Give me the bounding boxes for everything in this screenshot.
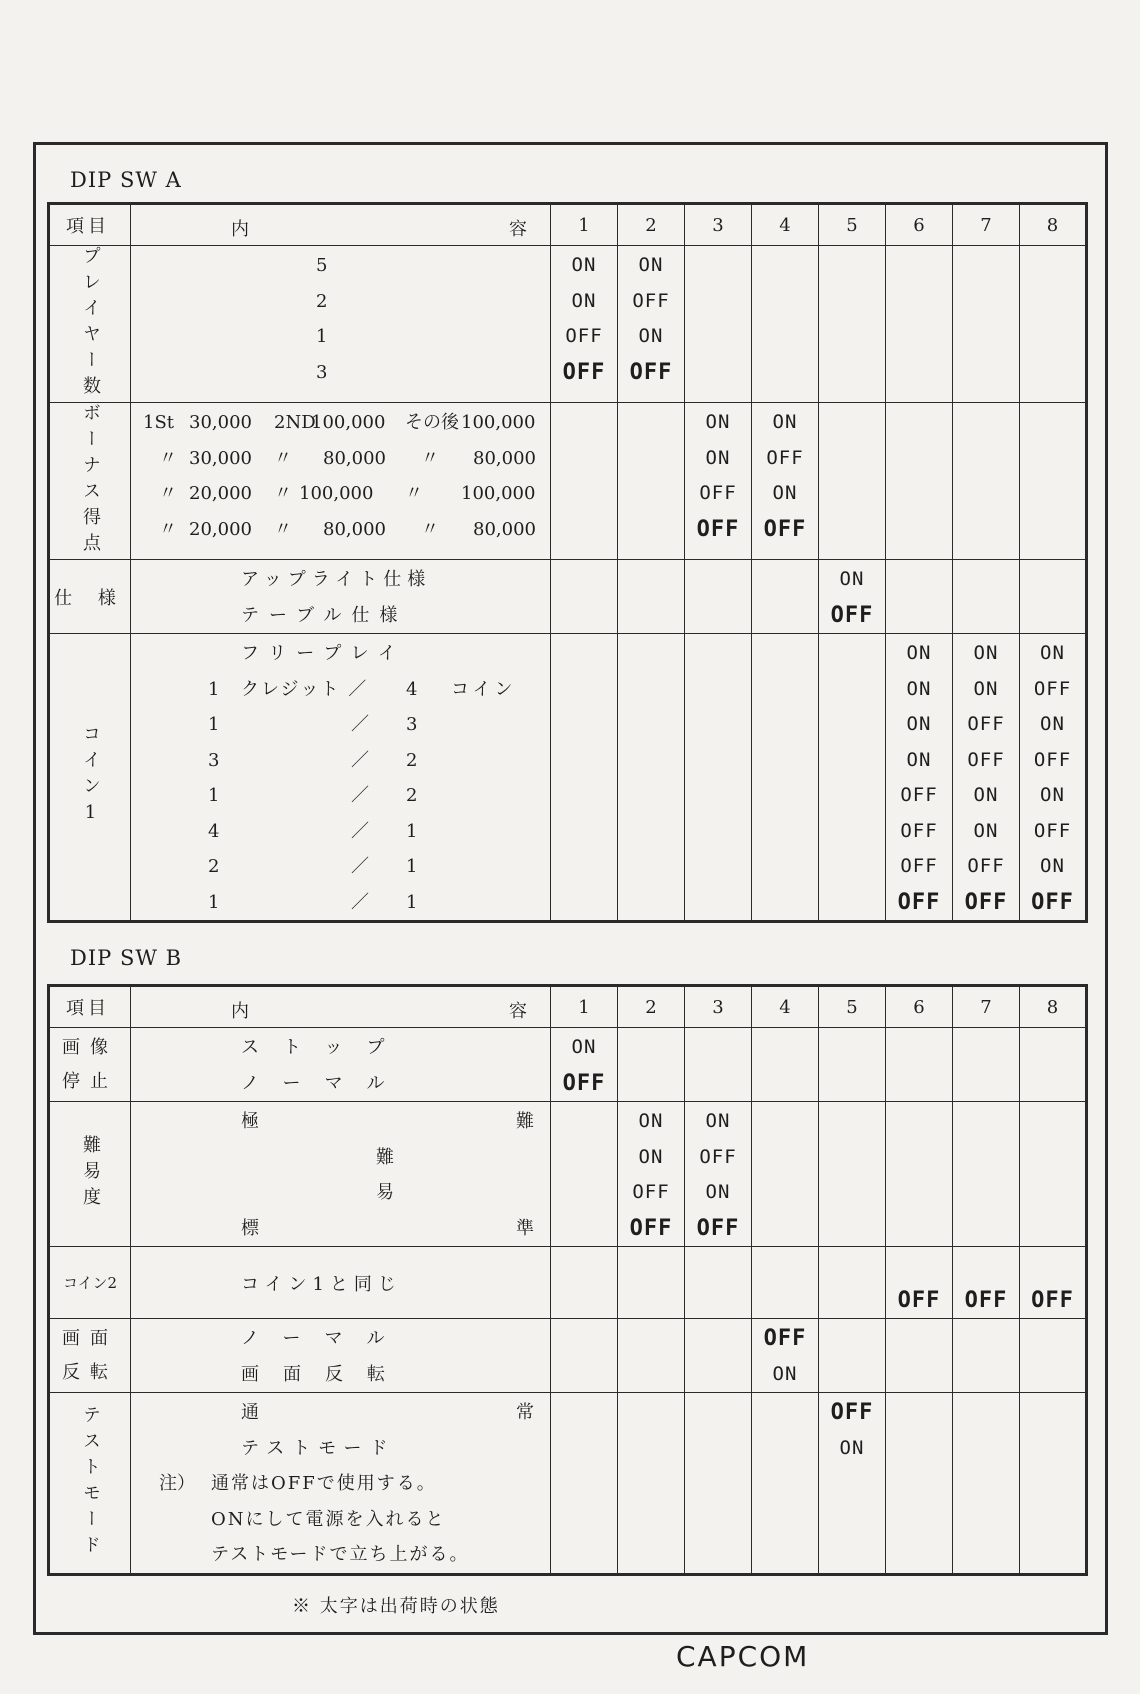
header-b-sw-7: 7 xyxy=(953,986,1020,1028)
header-sw-3: 3 xyxy=(685,204,752,246)
header-b-sw-6: 6 xyxy=(886,986,953,1028)
row-players xyxy=(49,246,1087,403)
freeze-sw1: ON OFF xyxy=(551,1028,618,1102)
header-b-sw-8: 8 xyxy=(1020,986,1087,1028)
spec-sw5: ON OFF xyxy=(819,560,886,634)
header-b-item: 項目 xyxy=(49,986,131,1028)
capcom-logo-text: CAPCOM xyxy=(676,1640,810,1673)
row-coin1 xyxy=(49,634,1087,922)
header-b-sw-5: 5 xyxy=(819,986,886,1028)
players-sw2: ON OFF ON OFF xyxy=(618,246,685,403)
test-options: 通 常 テストモード 注） 通常はOFFで使用する。 ONにして電源を入れると テストモードで立ち上がる。 xyxy=(131,1393,551,1575)
header-b-sw-2: 2 xyxy=(618,986,685,1028)
players-sw1: ON ON OFF OFF xyxy=(551,246,618,403)
coin1-row-3: 3 ／ 2 xyxy=(208,749,418,771)
label-coin1: コイン1 xyxy=(49,634,131,922)
test-note-1: 注） 通常はOFFで使用する。 xyxy=(159,1473,437,1494)
coin1-row-6: 2 ／ 1 xyxy=(208,856,418,877)
coin1-row-5: 4 ／ 1 xyxy=(208,820,418,842)
coin2-text: コイン1と同じ xyxy=(131,1247,551,1319)
coin1-sw8: ON OFF ON OFF ON OFF ON OFF xyxy=(1020,634,1087,922)
header-item: 項目 xyxy=(49,204,131,246)
header-b-content: 内 容 xyxy=(131,986,551,1028)
coin2-sw7: OFF xyxy=(953,1247,1020,1319)
section-b-title: DIP SW B xyxy=(70,946,183,970)
difficulty-options: 極 難 難 易 標 準 xyxy=(131,1102,551,1247)
coin1-options: フリープレイ 1 クレジット ／ 4 コイン 1 ／ 3 3 ／ 2 1 ／ 2 4 ／ 1 2 ／ 1 1 ／ 1 xyxy=(131,634,551,922)
flip-options: ノーマル 画面反転 xyxy=(131,1319,551,1393)
difficulty-sw2: ON ON OFF OFF xyxy=(618,1102,685,1247)
players-options: 5 2 1 3 xyxy=(131,246,551,403)
bonus-row-4: 〃 20,000 〃 80,000 〃 80,000 xyxy=(159,518,536,540)
test-sw5: OFF ON xyxy=(819,1393,886,1575)
test-note-3: テストモードで立ち上がる。 xyxy=(211,1544,470,1565)
freeze-options: ストップ ノーマル xyxy=(131,1028,551,1102)
header-sw-7: 7 xyxy=(953,204,1020,246)
row-freeze xyxy=(49,1028,1087,1102)
row-flip xyxy=(49,1319,1087,1393)
row-test xyxy=(49,1393,1087,1575)
header-sw-6: 6 xyxy=(886,204,953,246)
coin1-sw6: ON ON ON ON OFF OFF OFF OFF xyxy=(886,634,953,922)
row-bonus xyxy=(49,403,1087,560)
label-spec: 仕 様 xyxy=(49,560,131,634)
header-b-sw-1: 1 xyxy=(551,986,618,1028)
label-test: テストモード xyxy=(49,1393,131,1575)
bonus-options xyxy=(131,403,551,560)
label-difficulty: 難易度 xyxy=(49,1102,131,1247)
label-flip: 画面反転 xyxy=(49,1319,131,1393)
header-b-sw-3: 3 xyxy=(685,986,752,1028)
bonus-row-1: 1St 30,000 2ND 100,000 その後 100,000 xyxy=(143,412,536,433)
label-bonus: ボーナス得点 xyxy=(49,403,131,560)
spec-options: アップライト仕様 テーブル仕様 xyxy=(131,560,551,634)
coin1-row-2: 1 ／ 3 xyxy=(208,714,418,735)
header-sw-8: 8 xyxy=(1020,204,1087,246)
header-sw-5: 5 xyxy=(819,204,886,246)
header-sw-4: 4 xyxy=(752,204,819,246)
dip-sw-b-table xyxy=(47,984,1088,1576)
bonus-row-3: 〃 20,000 〃 100,000 〃 100,000 xyxy=(159,483,536,504)
coin2-sw6: OFF xyxy=(886,1247,953,1319)
dip-sw-a-table xyxy=(47,202,1088,923)
test-note-2: ONにして電源を入れると xyxy=(211,1508,446,1530)
header-sw-2: 2 xyxy=(618,204,685,246)
flip-sw4: OFF ON xyxy=(752,1319,819,1393)
row-coin2 xyxy=(49,1247,1087,1319)
bonus-row-2: 〃 30,000 〃 80,000 〃 80,000 xyxy=(159,447,536,469)
coin1-row-7: 1 ／ 1 xyxy=(208,891,418,913)
coin1-row-4: 1 ／ 2 xyxy=(208,785,418,806)
label-coin2: コイン2 xyxy=(49,1247,131,1319)
coin1-row-1: 1 クレジット ／ 4 コイン xyxy=(208,678,517,700)
row-spec xyxy=(49,560,1087,634)
label-freeze: 画像停止 xyxy=(49,1028,131,1102)
bonus-sw3: ON ON OFF OFF xyxy=(685,403,752,560)
header-sw-1: 1 xyxy=(551,204,618,246)
difficulty-sw3: ON OFF ON OFF xyxy=(685,1102,752,1247)
row-difficulty xyxy=(49,1102,1087,1247)
coin2-sw8: OFF xyxy=(1020,1247,1087,1319)
bonus-sw4: ON OFF ON OFF xyxy=(752,403,819,560)
label-players: プレイヤー数 xyxy=(49,246,131,403)
header-content: 内 容 xyxy=(131,204,551,246)
footnote-bold-default: ※ 太字は出荷時の状態 xyxy=(292,1596,500,1617)
coin1-sw7: ON ON OFF OFF ON ON OFF OFF xyxy=(953,634,1020,922)
section-a-title: DIP SW A xyxy=(70,168,182,192)
header-b-sw-4: 4 xyxy=(752,986,819,1028)
